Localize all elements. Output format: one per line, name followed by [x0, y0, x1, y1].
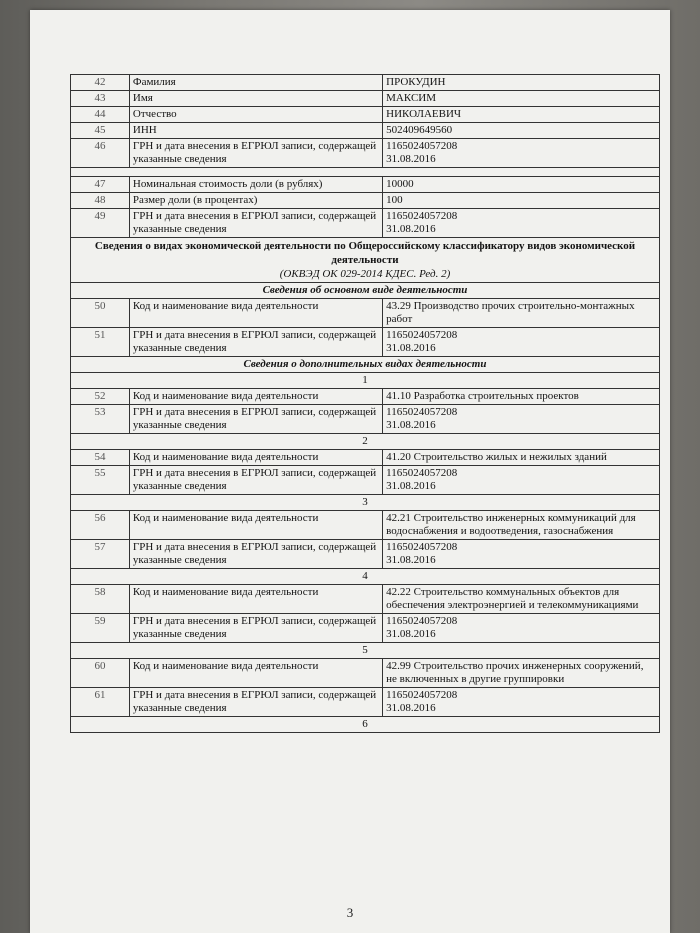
table-row-number: 59: [71, 614, 130, 643]
table-row-label: ГРН и дата внесения в ЕГРЮЛ записи, содержащей указанные сведения: [129, 405, 382, 434]
table-row: [71, 177, 660, 193]
table-row-value: 1165024057208 31.08.2016: [383, 209, 660, 238]
page-number: 3: [346, 905, 354, 920]
table-row: [71, 75, 660, 91]
table-row: [71, 585, 660, 614]
main-section-title: Сведения об основном виде деятельности: [71, 283, 660, 299]
table-row-value: ПРОКУДИН: [383, 75, 660, 91]
table-row-value: НИКОЛАЕВИЧ: [383, 107, 660, 123]
document-page: [30, 10, 670, 933]
table-row-label: ГРН и дата внесения в ЕГРЮЛ записи, содержащей указанные сведения: [129, 139, 382, 168]
table-row-value: 42.99 Строительство прочих инженерных сооружений, не включенных в другие группировки: [383, 659, 660, 688]
table-row-number: 43: [71, 91, 130, 107]
table-row: [71, 659, 660, 688]
table-row-label: Код и наименование вида деятельности: [129, 659, 382, 688]
table-row-label: Фамилия: [129, 75, 382, 91]
table-row-number: 46: [71, 139, 130, 168]
table-row-value: 1165024057208 31.08.2016: [383, 466, 660, 495]
additional-section-title-row: [71, 357, 660, 373]
table-row-number: 61: [71, 688, 130, 717]
table-row-label: Номинальная стоимость доли (в рублях): [129, 177, 382, 193]
group-index-row: [71, 495, 660, 511]
table-row: [71, 91, 660, 107]
table-row-number: 57: [71, 540, 130, 569]
table-row-label: Код и наименование вида деятельности: [129, 389, 382, 405]
table-row-value: 1165024057208 31.08.2016: [383, 139, 660, 168]
egrul-table: [70, 74, 660, 733]
table-row-number: 45: [71, 123, 130, 139]
table-row-label: Размер доли (в процентах): [129, 193, 382, 209]
table-row-value: 41.10 Разработка строительных проектов: [383, 389, 660, 405]
table-row-value: 42.21 Строительство инженерных коммуникаций для водоснабжения и водоотведения, газоснабжения: [383, 511, 660, 540]
table-row-number: 55: [71, 466, 130, 495]
group-index: 5: [71, 643, 660, 659]
additional-section-title: Сведения о дополнительных видах деятельности: [71, 357, 660, 373]
table-row-number: 53: [71, 405, 130, 434]
group-index-row: [71, 373, 660, 389]
table-row-value: 1165024057208 31.08.2016: [383, 405, 660, 434]
table-row-number: 52: [71, 389, 130, 405]
group-index: 6: [71, 717, 660, 733]
table-row-value: 502409649560: [383, 123, 660, 139]
table-row-number: 51: [71, 328, 130, 357]
group-index: 3: [71, 495, 660, 511]
table-row-number: 42: [71, 75, 130, 91]
table-row-value: 100: [383, 193, 660, 209]
table-row-label: ГРН и дата внесения в ЕГРЮЛ записи, содержащей указанные сведения: [129, 540, 382, 569]
group-index: 1: [71, 373, 660, 389]
table-row-value: МАКСИМ: [383, 91, 660, 107]
table-row-label: ИНН: [129, 123, 382, 139]
group-index: 2: [71, 434, 660, 450]
okved-heading-text: Сведения о видах экономической деятельности по Общероссийскому классификатору видов экономической деятельности: [94, 240, 636, 266]
table-row-value: 1165024057208 31.08.2016: [383, 540, 660, 569]
table-row-number: 47: [71, 177, 130, 193]
table-row: [71, 540, 660, 569]
table-row: [71, 389, 660, 405]
table-row-number: 48: [71, 193, 130, 209]
table-row-value: 41.20 Строительство жилых и нежилых зданий: [383, 450, 660, 466]
table-row-number: 56: [71, 511, 130, 540]
group-index-row: [71, 434, 660, 450]
table-row-value: 43.29 Производство прочих строительно-монтажных работ: [383, 299, 660, 328]
table-row: [71, 688, 660, 717]
table-row-label: ГРН и дата внесения в ЕГРЮЛ записи, содержащей указанные сведения: [129, 328, 382, 357]
okved-heading-row: [71, 238, 660, 283]
spacer: [71, 168, 660, 177]
table-row-label: ГРН и дата внесения в ЕГРЮЛ записи, содержащей указанные сведения: [129, 614, 382, 643]
table-row-value: 1165024057208 31.08.2016: [383, 688, 660, 717]
table-row-label: Отчество: [129, 107, 382, 123]
table-row: [71, 193, 660, 209]
table-row-label: ГРН и дата внесения в ЕГРЮЛ записи, содержащей указанные сведения: [129, 688, 382, 717]
table-row: [71, 139, 660, 168]
table-row: [71, 450, 660, 466]
table-row: [71, 209, 660, 238]
table-row-number: 49: [71, 209, 130, 238]
table-row-value: 1165024057208 31.08.2016: [383, 614, 660, 643]
table-row-label: Имя: [129, 91, 382, 107]
table-row: [71, 107, 660, 123]
table-row-label: ГРН и дата внесения в ЕГРЮЛ записи, содержащей указанные сведения: [129, 466, 382, 495]
group-index-row: [71, 717, 660, 733]
table-row-number: 50: [71, 299, 130, 328]
table-row-number: 44: [71, 107, 130, 123]
spacer-row: [71, 168, 660, 177]
okved-subheading: (ОКВЭД ОК 029-2014 КДЕС. Ред. 2): [279, 268, 451, 280]
table-row-label: Код и наименование вида деятельности: [129, 299, 382, 328]
main-section-title-row: [71, 283, 660, 299]
table-row-value: 10000: [383, 177, 660, 193]
table-row: [71, 123, 660, 139]
table-row: [71, 614, 660, 643]
table-row: [71, 328, 660, 357]
group-index-row: [71, 569, 660, 585]
group-index: 4: [71, 569, 660, 585]
table-row: [71, 405, 660, 434]
table-row-label: ГРН и дата внесения в ЕГРЮЛ записи, содержащей указанные сведения: [129, 209, 382, 238]
table-row-number: 58: [71, 585, 130, 614]
table-row-value: 1165024057208 31.08.2016: [383, 328, 660, 357]
table-row-label: Код и наименование вида деятельности: [129, 511, 382, 540]
group-index-row: [71, 643, 660, 659]
table-row-number: 60: [71, 659, 130, 688]
table-row-value: 42.22 Строительство коммунальных объектов для обеспечения электроэнергией и телекоммуникациями: [383, 585, 660, 614]
table-row: [71, 466, 660, 495]
table-row: [71, 299, 660, 328]
table-row-label: Код и наименование вида деятельности: [129, 450, 382, 466]
table-row-number: 54: [71, 450, 130, 466]
table-row-label: Код и наименование вида деятельности: [129, 585, 382, 614]
okved-heading: [71, 238, 660, 283]
table-row: [71, 511, 660, 540]
